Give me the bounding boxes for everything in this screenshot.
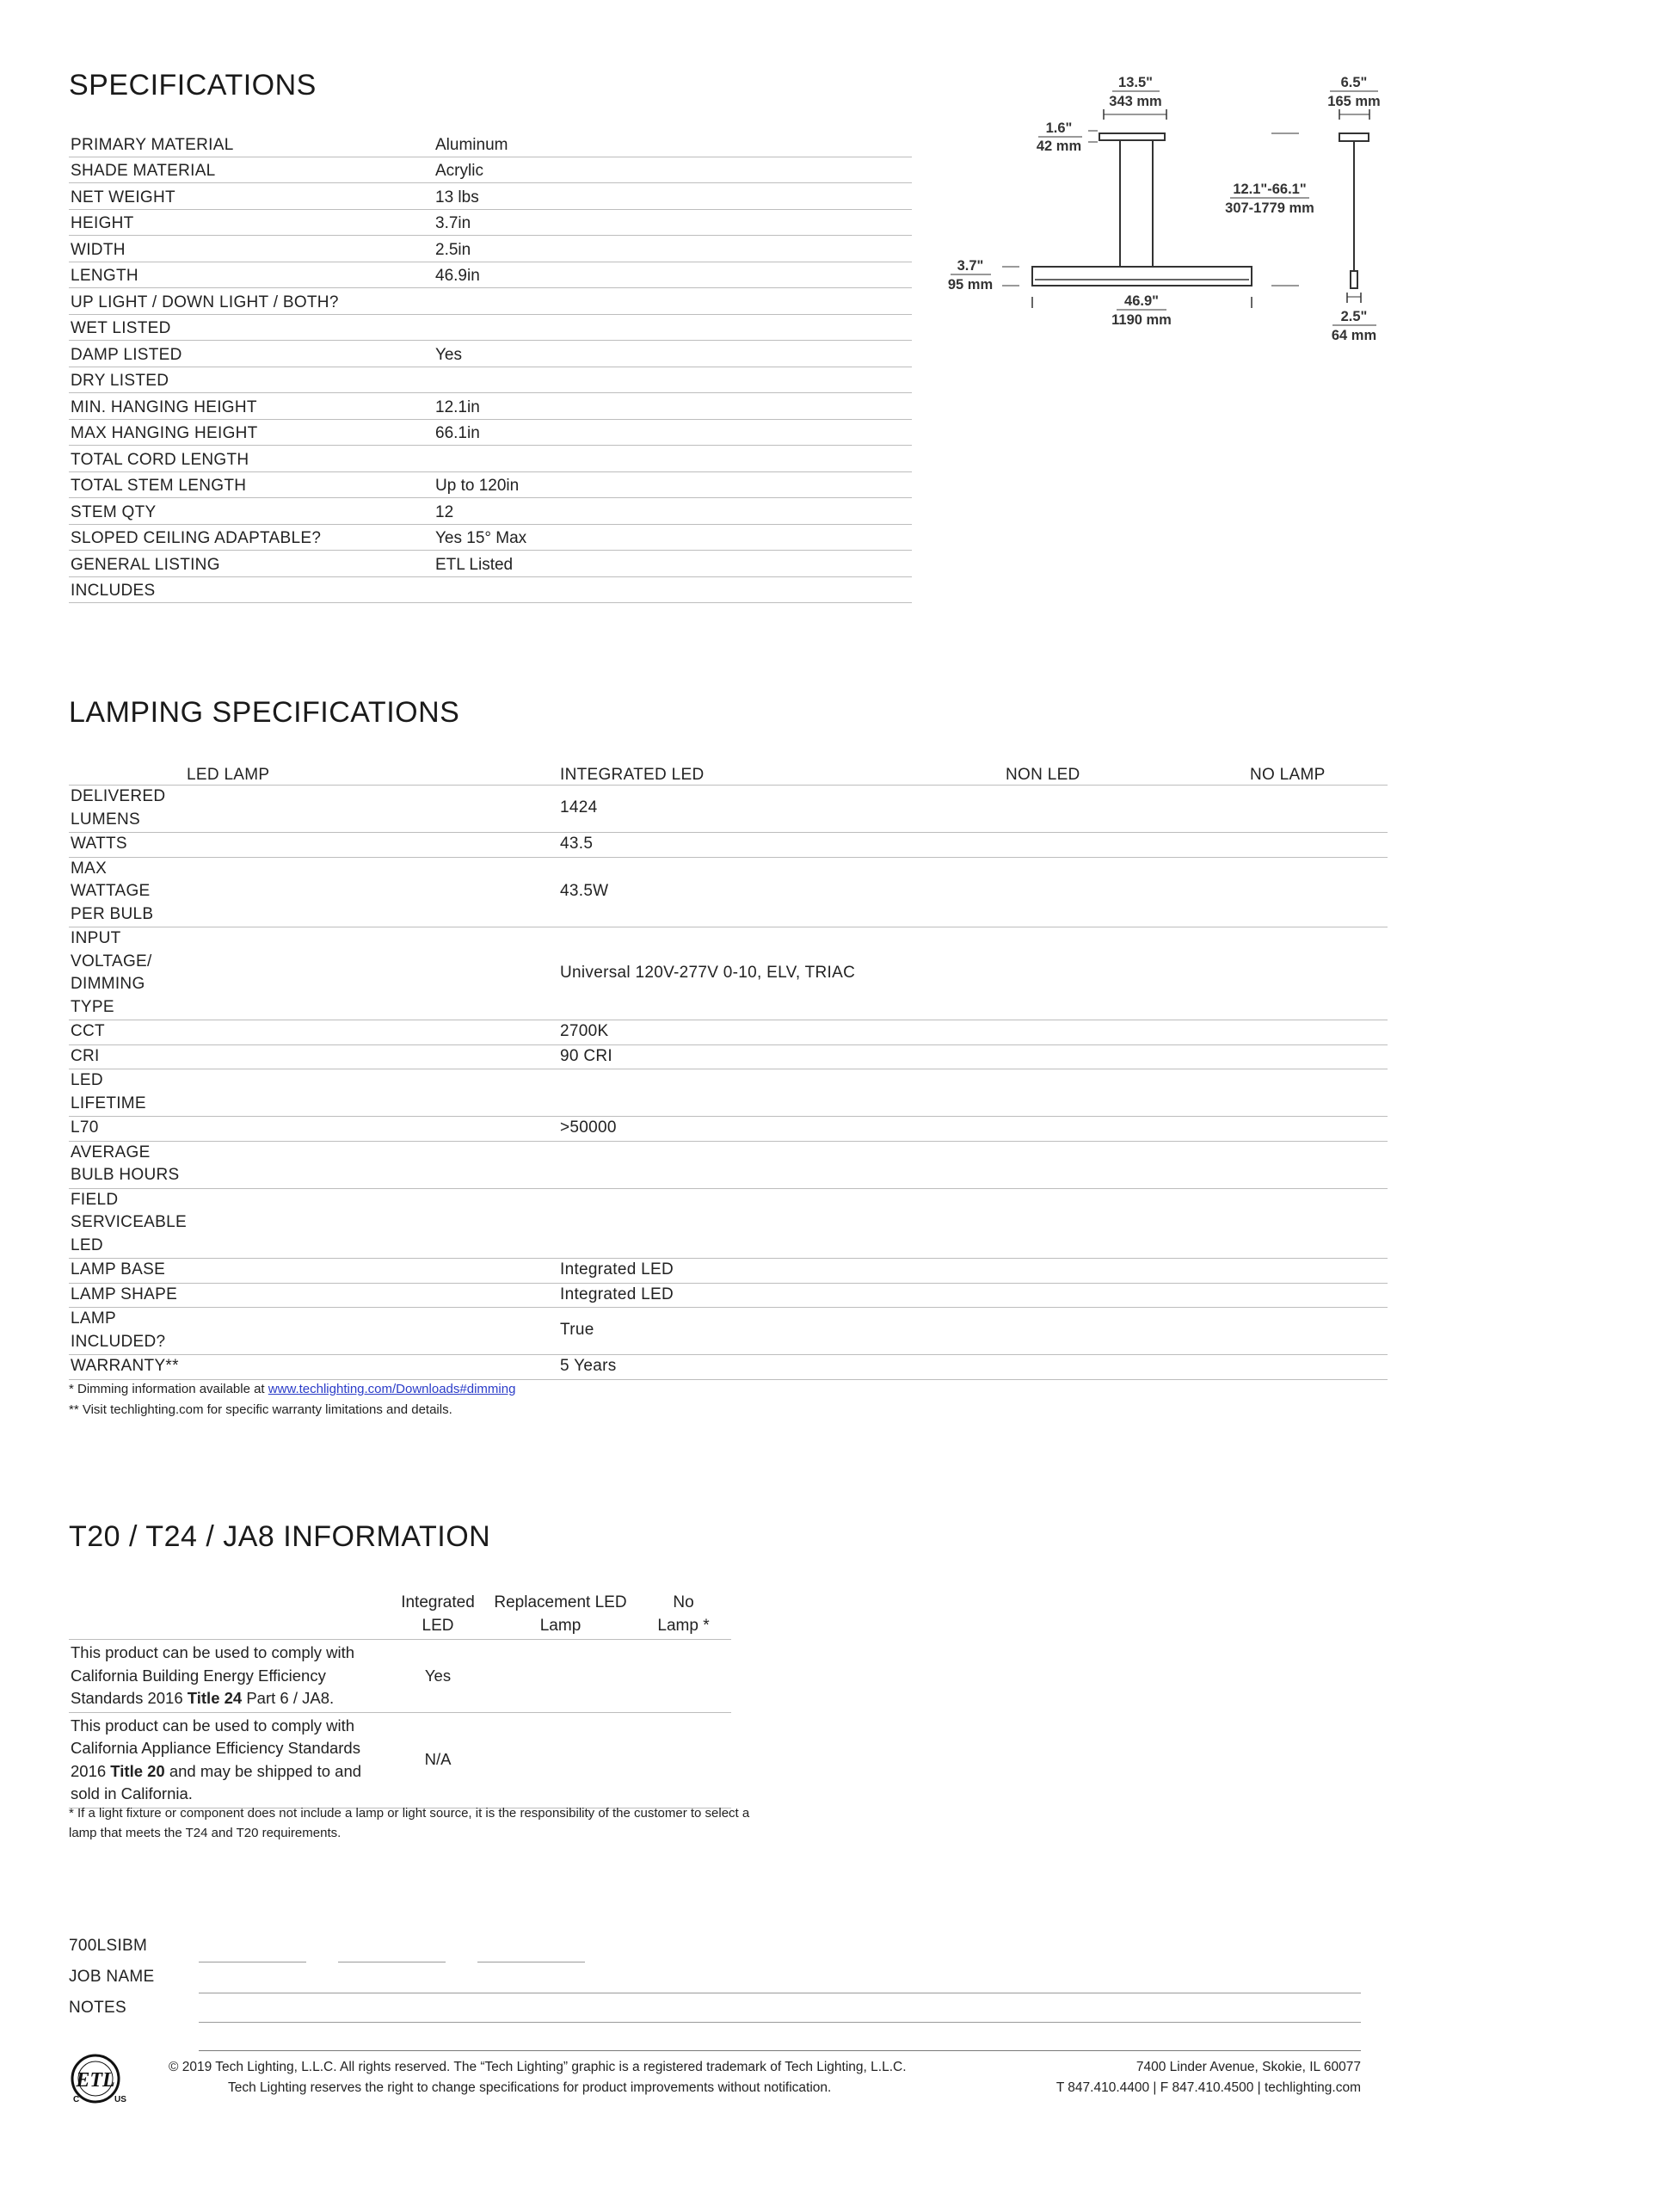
lamping-value: 2700K [558, 1020, 1004, 1045]
warranty-note: ** Visit techlighting.com for specific warranty limitations and details. [69, 1402, 452, 1417]
spec-row [69, 236, 912, 262]
spec-value: 46.9in [434, 262, 912, 288]
header-no-lamp: NO LAMP [1248, 759, 1388, 786]
lamping-non-led-cell [1004, 857, 1248, 927]
lamping-no-lamp-cell [1248, 1188, 1388, 1259]
spec-value [434, 314, 912, 341]
lamping-non-led-cell [1004, 1355, 1248, 1380]
spec-label: WET LISTED [69, 314, 434, 341]
spec-label: MIN. HANGING HEIGHT [69, 393, 434, 420]
dim-canopy-height-mm: 42 mm [1036, 139, 1082, 154]
ja8-row1-text-a: This product can be used to comply with California Building Energy Efficiency Standards 2016 [71, 1643, 355, 1707]
lamping-label-text: LAMP SHAPE [71, 1285, 178, 1303]
ja8-row2-value: N/A [391, 1712, 485, 1808]
dim-canopy-length: 13.5" [1118, 75, 1153, 90]
lamping-non-led-cell [1004, 927, 1248, 1020]
spec-row [69, 367, 912, 393]
spec-value: 2.5in [434, 236, 912, 262]
lamping-no-lamp-cell [1248, 1355, 1388, 1380]
lamping-label-text: LAMP BASE [71, 1260, 166, 1279]
lamping-value [558, 1141, 1004, 1188]
dim-fixture-width-mm: 64 mm [1331, 328, 1377, 343]
lamping-row [69, 1188, 1388, 1259]
spec-row [69, 209, 912, 236]
spec-label: NET WEIGHT [69, 183, 434, 210]
ja8-row2-nolamp [636, 1712, 731, 1808]
ja8-row2-text-c: and may be shipped to and sold in California. [71, 1761, 362, 1802]
spec-label: TOTAL STEM LENGTH [69, 471, 434, 498]
dim-canopy-width-mm: 165 mm [1327, 94, 1381, 109]
lamping-row [69, 1020, 1388, 1045]
lamping-no-lamp-cell [1248, 1069, 1388, 1117]
lamping-value: True [558, 1308, 1004, 1355]
spec-value: Up to 120in [434, 471, 912, 498]
lamping-value: 43.5W [558, 857, 1004, 927]
lamping-no-lamp-cell [1248, 1283, 1388, 1308]
lamping-non-led-cell [1004, 1283, 1248, 1308]
lamping-non-led-cell [1004, 1141, 1248, 1188]
lamping-non-led-cell [1004, 1044, 1248, 1069]
lamping-no-lamp-cell [1248, 833, 1388, 858]
ja8-row1-value: Yes [391, 1640, 485, 1713]
header-integrated-led: INTEGRATED LED [558, 759, 1004, 786]
fixture-bar [1032, 267, 1252, 286]
lamping-value: Integrated LED [558, 1283, 1004, 1308]
spec-value: Acrylic [434, 157, 912, 183]
ja8-table [69, 1592, 731, 1808]
spec-row [69, 393, 912, 420]
spec-label: TOTAL CORD LENGTH [69, 446, 434, 472]
lamping-row [69, 1141, 1388, 1188]
canopy-shape [1099, 133, 1165, 140]
ja8-note: * If a light fixture or component does not include a lamp or light source, it is the responsibility of the customer to select a lamp that meets the T24 and T20 requirements. [69, 1806, 750, 1840]
lamping-label-text: CCT [71, 1022, 105, 1040]
spec-row [69, 498, 912, 525]
dim-canopy-height: 1.6" [1045, 120, 1073, 136]
spec-value [434, 446, 912, 472]
lamping-value [558, 1188, 1004, 1259]
spec-label: HEIGHT [69, 209, 434, 236]
ja8-header-row [69, 1592, 731, 1640]
ja8-row-title20 [69, 1712, 731, 1808]
spec-row [69, 341, 912, 367]
lamping-label-text: WATTS [71, 835, 127, 853]
spec-value: 3.7in [434, 209, 912, 236]
ja8-col3-label: No Lamp * [657, 1593, 710, 1635]
spec-value: 12 [434, 498, 912, 525]
footer-divider [199, 2050, 1361, 2051]
spec-value: Aluminum [434, 131, 912, 157]
lamping-label [69, 1355, 558, 1380]
spec-value: 12.1in [434, 393, 912, 420]
lamping-no-lamp-cell [1248, 1259, 1388, 1284]
lamping-no-lamp-cell [1248, 786, 1388, 833]
lamping-label-text: INPUT VOLTAGE/ DIMMING TYPE [71, 929, 152, 1016]
header-led-lamp: LED LAMP [69, 759, 558, 786]
lamping-header-row [69, 759, 1388, 786]
dimming-note [69, 1382, 515, 1396]
lamping-label [69, 1188, 558, 1259]
spec-label: SHADE MATERIAL [69, 157, 434, 183]
spec-row [69, 524, 912, 551]
etl-logo-icon [69, 2052, 129, 2105]
ja8-row2-replacement [485, 1712, 636, 1808]
lamping-label [69, 786, 558, 833]
ja8-header-replacement [485, 1592, 636, 1640]
ja8-row1-nolamp [636, 1640, 731, 1713]
dim-fixture-length-mm: 1190 mm [1111, 312, 1172, 328]
spec-label: WIDTH [69, 236, 434, 262]
lamping-no-lamp-cell [1248, 1141, 1388, 1188]
lamping-row [69, 1308, 1388, 1355]
lamping-non-led-cell [1004, 1117, 1248, 1142]
lamping-label [69, 857, 558, 927]
ja8-col1-label: Integrated LED [401, 1593, 475, 1635]
ja8-row1-title: Title 24 [187, 1689, 243, 1707]
lamping-non-led-cell [1004, 786, 1248, 833]
ja8-title: T20 / T24 / JA8 INFORMATION [69, 1520, 491, 1553]
ja8-row2-title: Title 20 [110, 1761, 165, 1780]
spec-label: SLOPED CEILING ADAPTABLE? [69, 524, 434, 551]
job-name-label: JOB NAME [69, 1968, 155, 1986]
spec-label: MAX HANGING HEIGHT [69, 419, 434, 446]
ja8-row1-replacement [485, 1640, 636, 1713]
spec-label: DAMP LISTED [69, 341, 434, 367]
ja8-row1-text-c: Part 6 / JA8. [242, 1689, 335, 1707]
lamping-non-led-cell [1004, 1020, 1248, 1045]
specifications-title: SPECIFICATIONS [69, 69, 317, 102]
dimension-diagram [942, 67, 1389, 355]
lamping-label-text: AVERAGE BULB HOURS [71, 1143, 180, 1184]
dim-fixture-height: 3.7" [957, 258, 984, 274]
spec-value: 13 lbs [434, 183, 912, 210]
dimming-link[interactable]: www.techlighting.com/Downloads#dimming [268, 1382, 516, 1396]
ja8-col2-label: Replacement LED Lamp [494, 1593, 627, 1635]
lamping-label-text: DELIVERED LUMENS [71, 787, 166, 829]
lamping-row [69, 1259, 1388, 1284]
spec-label: LENGTH [69, 262, 434, 288]
lamping-label-text: LED LIFETIME [71, 1071, 146, 1112]
notes-field[interactable] [199, 2022, 1361, 2023]
lamping-no-lamp-cell [1248, 857, 1388, 927]
spec-value [434, 576, 912, 603]
spec-value: ETL Listed [434, 551, 912, 577]
lamping-non-led-cell [1004, 833, 1248, 858]
svg-text:ETL: ETL [76, 2069, 115, 2092]
lamping-row [69, 833, 1388, 858]
spec-row [69, 471, 912, 498]
footer-address: 7400 Linder Avenue, Skokie, IL 60077 [1135, 2060, 1361, 2074]
lamping-row [69, 1355, 1388, 1380]
ja8-row-title24 [69, 1640, 731, 1713]
spec-value: Yes 15° Max [434, 524, 912, 551]
lamping-row [69, 786, 1388, 833]
spec-value [434, 288, 912, 315]
ja8-header-nolamp [636, 1592, 731, 1640]
lamping-value: 5 Years [558, 1355, 1004, 1380]
lamping-no-lamp-cell [1248, 1117, 1388, 1142]
lamping-value: Universal 120V-277V 0-10, ELV, TRIAC [558, 927, 1004, 1020]
lamping-value: 90 CRI [558, 1044, 1004, 1069]
lamping-label [69, 1259, 558, 1284]
dim-fixture-width: 2.5" [1340, 309, 1368, 324]
lamping-no-lamp-cell [1248, 927, 1388, 1020]
spec-value: 66.1in [434, 419, 912, 446]
lamping-non-led-cell [1004, 1069, 1248, 1117]
lamping-value: Integrated LED [558, 1259, 1004, 1284]
dimming-note-text: * Dimming information available at [69, 1382, 268, 1396]
svg-text:US: US [114, 2095, 126, 2104]
dim-hanging-range: 12.1"-66.1" [1233, 182, 1307, 197]
footer-contact: T 847.410.4400 | F 847.410.4500 | techlighting.com [1055, 2080, 1361, 2095]
lamping-label [69, 1044, 558, 1069]
ja8-header-integrated [391, 1592, 485, 1640]
lamping-value: 43.5 [558, 833, 1004, 858]
spec-value [434, 367, 912, 393]
spec-row [69, 262, 912, 288]
dim-hanging-range-mm: 307-1779 mm [1225, 200, 1314, 216]
lamping-label-text: WARRANTY** [71, 1357, 179, 1375]
model-number: 700LSIBM [69, 1937, 148, 1955]
spec-row [69, 157, 912, 183]
lamping-value [558, 1069, 1004, 1117]
lamping-label [69, 1141, 558, 1188]
lamping-row [69, 1117, 1388, 1142]
footer-reserve: Tech Lighting reserves the right to change specifications for product improvements without notification. [228, 2080, 832, 2095]
lamping-value: 1424 [558, 786, 1004, 833]
notes-label: NOTES [69, 1999, 126, 2017]
lamping-row [69, 1044, 1388, 1069]
lamping-label [69, 1283, 558, 1308]
lamping-row [69, 927, 1388, 1020]
spec-row [69, 314, 912, 341]
lamping-label [69, 1069, 558, 1117]
spec-row [69, 183, 912, 210]
dim-fixture-length: 46.9" [1124, 293, 1159, 309]
spec-row [69, 131, 912, 157]
lamping-label-text: CRI [71, 1046, 100, 1065]
dim-canopy-length-mm: 343 mm [1109, 94, 1162, 109]
svg-text:C: C [73, 2095, 80, 2104]
footer-copyright: © 2019 Tech Lighting, L.L.C. All rights reserved. The “Tech Lighting” graphic is a registered trademark of Tech Lighting, L.L.C. [169, 2060, 907, 2074]
spec-value: Yes [434, 341, 912, 367]
lamping-non-led-cell [1004, 1188, 1248, 1259]
lamping-row [69, 857, 1388, 927]
ja8-header-blank [69, 1592, 391, 1640]
lamping-non-led-cell [1004, 1308, 1248, 1355]
spec-label: UP LIGHT / DOWN LIGHT / BOTH? [69, 288, 434, 315]
ja8-row2-desc [69, 1712, 391, 1808]
lamping-label [69, 1020, 558, 1045]
lamping-value: >50000 [558, 1117, 1004, 1142]
dim-fixture-height-mm: 95 mm [947, 277, 994, 293]
spec-row [69, 419, 912, 446]
spec-label: DRY LISTED [69, 367, 434, 393]
spec-row [69, 551, 912, 577]
dim-canopy-width: 6.5" [1340, 75, 1368, 90]
lamping-label [69, 833, 558, 858]
spec-row [69, 288, 912, 315]
lamping-non-led-cell [1004, 1259, 1248, 1284]
lamping-label-text: MAX WATTAGE PER BULB [71, 859, 154, 923]
specifications-table [69, 131, 912, 603]
ja8-row2-text-a: This product can be used to comply with California Appliance Efficiency Standards 2016 [71, 1716, 360, 1780]
lamping-title: LAMPING SPECIFICATIONS [69, 696, 460, 729]
lamping-no-lamp-cell [1248, 1308, 1388, 1355]
lamping-label [69, 1308, 558, 1355]
ja8-row1-desc [69, 1640, 391, 1713]
lamping-label [69, 1117, 558, 1142]
spec-label: GENERAL LISTING [69, 551, 434, 577]
spec-row [69, 446, 912, 472]
spec-label: INCLUDES [69, 576, 434, 603]
lamping-label-text: L70 [71, 1118, 99, 1137]
lamping-no-lamp-cell [1248, 1044, 1388, 1069]
lamping-no-lamp-cell [1248, 1020, 1388, 1045]
lamping-label-text: FIELD SERVICEABLE LED [71, 1190, 187, 1254]
lamping-label-text: LAMP INCLUDED? [71, 1309, 166, 1351]
lamping-label [69, 927, 558, 1020]
lamping-table [69, 759, 1388, 1380]
lamping-row [69, 1069, 1388, 1117]
lamping-row [69, 1283, 1388, 1308]
spec-label: PRIMARY MATERIAL [69, 131, 434, 157]
header-non-led: NON LED [1004, 759, 1248, 786]
spec-row [69, 576, 912, 603]
spec-label: STEM QTY [69, 498, 434, 525]
